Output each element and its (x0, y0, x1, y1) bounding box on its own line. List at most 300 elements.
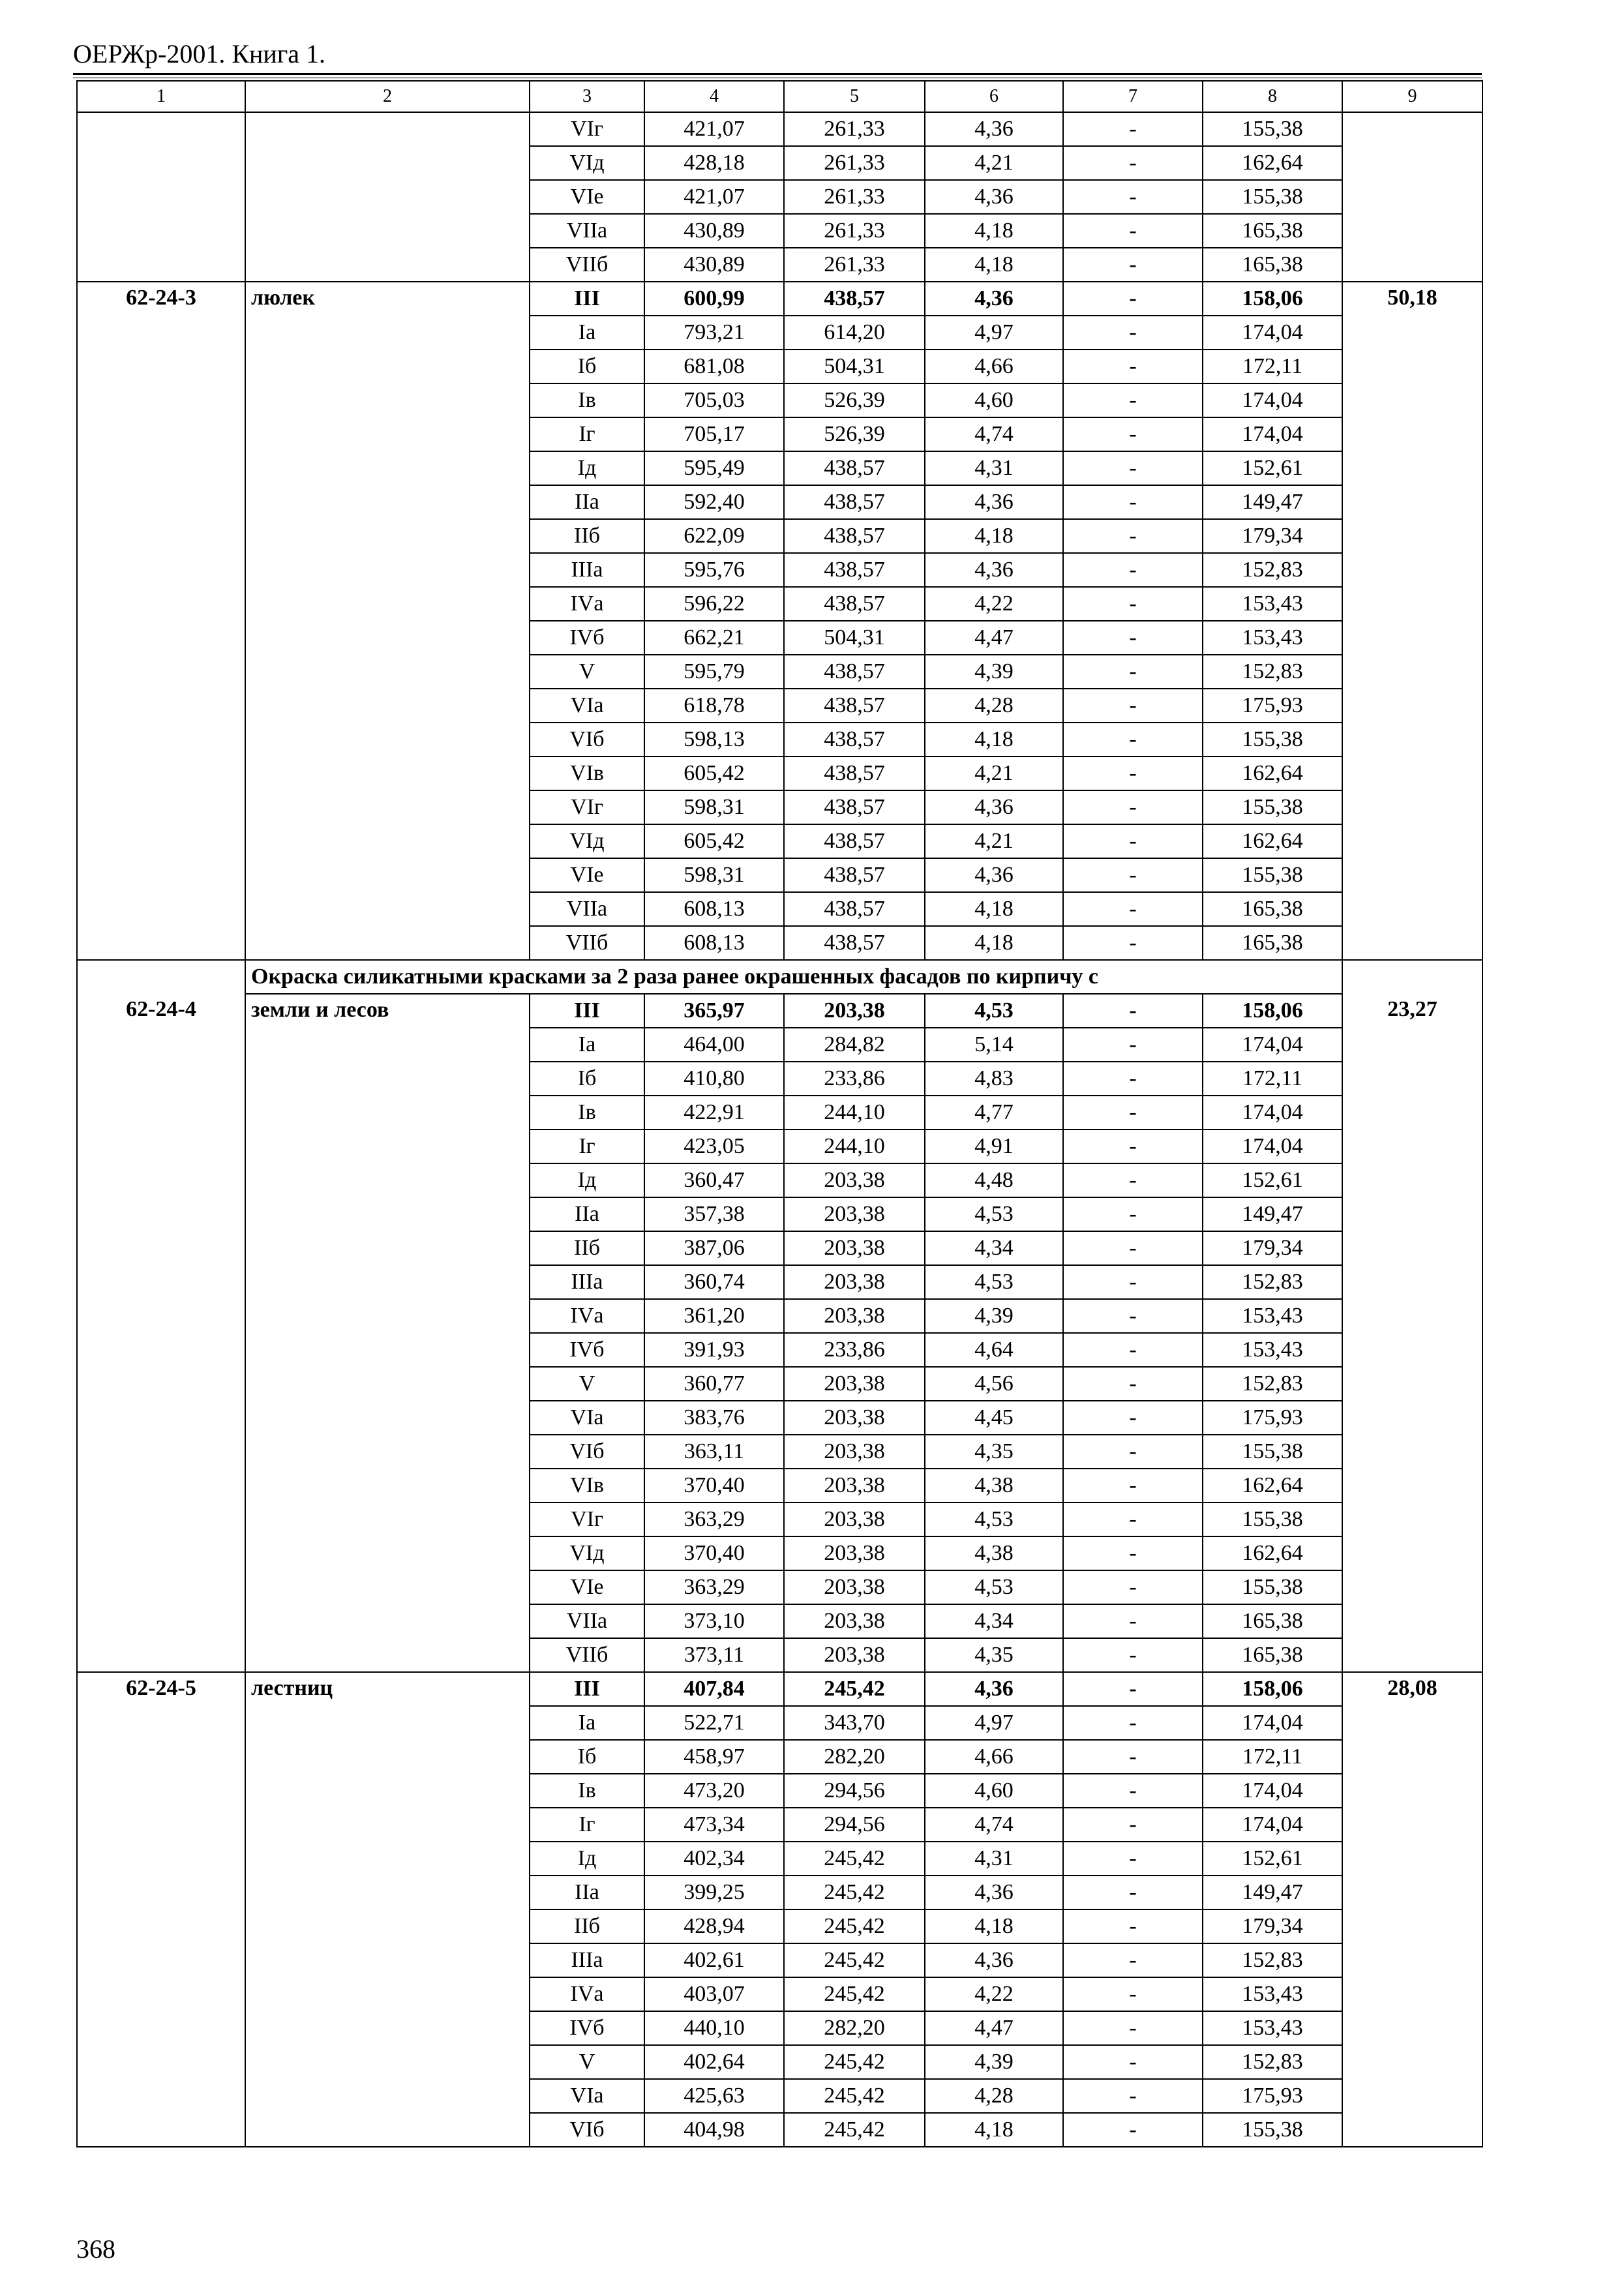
machine-cost: 4,66 (925, 1740, 1063, 1774)
driver-wage: - (1063, 1367, 1203, 1401)
total-cost: 705,17 (644, 417, 784, 451)
wage-cost: 203,38 (784, 1299, 925, 1333)
section-title: Окраска силикатными красками за 2 раза ранее окрашенных фасадов по кирпичу с (245, 960, 1342, 994)
machine-cost: 4,18 (925, 214, 1063, 248)
labor-cost: 28,08 (1342, 1672, 1482, 2147)
column-header: 7 (1063, 81, 1203, 112)
wage-cost: 438,57 (784, 451, 925, 485)
region-code: VIв (530, 1469, 644, 1503)
material-cost: 155,38 (1203, 858, 1342, 892)
total-cost: 595,76 (644, 553, 784, 587)
table-row (77, 282, 1482, 316)
wage-cost: 203,38 (784, 1638, 925, 1672)
driver-wage: - (1063, 248, 1203, 282)
total-cost: 793,21 (644, 316, 784, 350)
region-code: IIб (530, 1909, 644, 1943)
machine-cost: 4,36 (925, 858, 1063, 892)
machine-cost: 4,53 (925, 994, 1063, 1028)
total-cost: 363,29 (644, 1503, 784, 1536)
wage-cost: 438,57 (784, 723, 925, 756)
region-code: VIIб (530, 1638, 644, 1672)
section-title-row (77, 960, 1482, 994)
wage-cost: 245,42 (784, 1943, 925, 1977)
driver-wage: - (1063, 1469, 1203, 1503)
machine-cost: 4,18 (925, 892, 1063, 926)
driver-wage: - (1063, 926, 1203, 960)
total-cost: 402,64 (644, 2045, 784, 2079)
region-code: VIа (530, 2079, 644, 2113)
machine-cost: 4,28 (925, 2079, 1063, 2113)
driver-wage: - (1063, 1130, 1203, 1163)
column-header: 6 (925, 81, 1063, 112)
total-cost: 423,05 (644, 1130, 784, 1163)
total-cost: 421,07 (644, 112, 784, 146)
item-name: люлек (245, 282, 530, 960)
material-cost: 158,06 (1203, 994, 1342, 1028)
region-code: Iд (530, 1163, 644, 1197)
material-cost: 174,04 (1203, 1774, 1342, 1808)
region-code: IVа (530, 587, 644, 621)
material-cost: 174,04 (1203, 316, 1342, 350)
table-row (77, 112, 1482, 146)
machine-cost: 4,39 (925, 2045, 1063, 2079)
material-cost: 174,04 (1203, 1706, 1342, 1740)
driver-wage: - (1063, 892, 1203, 926)
material-cost: 152,83 (1203, 1943, 1342, 1977)
material-cost: 174,04 (1203, 1028, 1342, 1062)
column-header: 1 (77, 81, 245, 112)
wage-cost: 203,38 (784, 1401, 925, 1435)
total-cost: 430,89 (644, 214, 784, 248)
machine-cost: 4,47 (925, 621, 1063, 655)
region-code: Iг (530, 1808, 644, 1842)
wage-cost: 203,38 (784, 1469, 925, 1503)
region-code: IVб (530, 621, 644, 655)
region-code: IIб (530, 519, 644, 553)
driver-wage: - (1063, 1333, 1203, 1367)
region-code: VIе (530, 1570, 644, 1604)
driver-wage: - (1063, 112, 1203, 146)
driver-wage: - (1063, 1943, 1203, 1977)
total-cost: 522,71 (644, 1706, 784, 1740)
machine-cost: 4,35 (925, 1435, 1063, 1469)
material-cost: 165,38 (1203, 926, 1342, 960)
machine-cost: 4,53 (925, 1570, 1063, 1604)
machine-cost: 4,28 (925, 689, 1063, 723)
header-rule (73, 73, 1482, 75)
total-cost: 596,22 (644, 587, 784, 621)
material-cost: 152,61 (1203, 451, 1342, 485)
item-name (245, 112, 530, 282)
total-cost: 402,61 (644, 1943, 784, 1977)
region-code: Iв (530, 1096, 644, 1130)
machine-cost: 4,36 (925, 1876, 1063, 1909)
material-cost: 165,38 (1203, 1604, 1342, 1638)
machine-cost: 4,18 (925, 519, 1063, 553)
total-cost: 598,31 (644, 790, 784, 824)
table-body (77, 112, 1482, 2147)
wage-cost: 244,10 (784, 1096, 925, 1130)
driver-wage: - (1063, 1062, 1203, 1096)
machine-cost: 4,22 (925, 1977, 1063, 2011)
driver-wage: - (1063, 723, 1203, 756)
material-cost: 179,34 (1203, 1231, 1342, 1265)
wage-cost: 504,31 (784, 350, 925, 383)
machine-cost: 4,31 (925, 451, 1063, 485)
material-cost: 162,64 (1203, 824, 1342, 858)
wage-cost: 261,33 (784, 112, 925, 146)
total-cost: 622,09 (644, 519, 784, 553)
wage-cost: 261,33 (784, 248, 925, 282)
total-cost: 598,31 (644, 858, 784, 892)
wage-cost: 203,38 (784, 1265, 925, 1299)
driver-wage: - (1063, 1876, 1203, 1909)
region-code: Iб (530, 350, 644, 383)
wage-cost: 261,33 (784, 146, 925, 180)
region-code: VIе (530, 858, 644, 892)
wage-cost: 438,57 (784, 282, 925, 316)
material-cost: 155,38 (1203, 1435, 1342, 1469)
labor-cost (1342, 112, 1482, 282)
driver-wage: - (1063, 1909, 1203, 1943)
machine-cost: 4,35 (925, 1638, 1063, 1672)
total-cost: 605,42 (644, 756, 784, 790)
total-cost: 402,34 (644, 1842, 784, 1876)
total-cost: 360,77 (644, 1367, 784, 1401)
wage-cost: 245,42 (784, 1876, 925, 1909)
total-cost: 608,13 (644, 926, 784, 960)
region-code: VIа (530, 689, 644, 723)
driver-wage: - (1063, 1842, 1203, 1876)
table-row (77, 994, 1482, 1028)
total-cost: 473,34 (644, 1808, 784, 1842)
total-cost: 391,93 (644, 1333, 784, 1367)
material-cost: 155,38 (1203, 112, 1342, 146)
region-code: Iа (530, 1028, 644, 1062)
total-cost: 705,03 (644, 383, 784, 417)
driver-wage: - (1063, 1299, 1203, 1333)
driver-wage: - (1063, 519, 1203, 553)
region-code: VIIб (530, 248, 644, 282)
total-cost: 363,11 (644, 1435, 784, 1469)
wage-cost: 504,31 (784, 621, 925, 655)
wage-cost: 233,86 (784, 1333, 925, 1367)
wage-cost: 438,57 (784, 485, 925, 519)
total-cost: 363,29 (644, 1570, 784, 1604)
labor-cost: 23,27 (1342, 994, 1482, 1672)
material-cost: 162,64 (1203, 146, 1342, 180)
total-cost: 370,40 (644, 1469, 784, 1503)
total-cost: 605,42 (644, 824, 784, 858)
wage-cost: 203,38 (784, 994, 925, 1028)
driver-wage: - (1063, 1197, 1203, 1231)
total-cost: 430,89 (644, 248, 784, 282)
item-code: 62-24-5 (77, 1672, 245, 2147)
machine-cost: 4,53 (925, 1265, 1063, 1299)
driver-wage: - (1063, 1231, 1203, 1265)
material-cost: 172,11 (1203, 350, 1342, 383)
material-cost: 155,38 (1203, 723, 1342, 756)
driver-wage: - (1063, 1604, 1203, 1638)
region-code: IIа (530, 1197, 644, 1231)
driver-wage: - (1063, 994, 1203, 1028)
driver-wage: - (1063, 1774, 1203, 1808)
total-cost: 383,76 (644, 1401, 784, 1435)
machine-cost: 4,74 (925, 417, 1063, 451)
driver-wage: - (1063, 1435, 1203, 1469)
wage-cost: 203,38 (784, 1231, 925, 1265)
item-name: земли и лесов (245, 994, 530, 1672)
region-code: Iб (530, 1740, 644, 1774)
region-code: VIIб (530, 926, 644, 960)
material-cost: 152,61 (1203, 1163, 1342, 1197)
wage-cost: 284,82 (784, 1028, 925, 1062)
wage-cost: 438,57 (784, 790, 925, 824)
material-cost: 153,43 (1203, 587, 1342, 621)
wage-cost: 245,42 (784, 1672, 925, 1706)
item-code: 62-24-4 (77, 994, 245, 1672)
total-cost: 595,79 (644, 655, 784, 689)
machine-cost: 4,39 (925, 655, 1063, 689)
driver-wage: - (1063, 689, 1203, 723)
driver-wage: - (1063, 1977, 1203, 2011)
region-code: VIг (530, 112, 644, 146)
region-code: V (530, 655, 644, 689)
machine-cost: 4,21 (925, 146, 1063, 180)
total-cost: 422,91 (644, 1096, 784, 1130)
material-cost: 153,43 (1203, 1299, 1342, 1333)
item-code (77, 112, 245, 282)
driver-wage: - (1063, 1265, 1203, 1299)
region-code: VIIа (530, 1604, 644, 1638)
driver-wage: - (1063, 1570, 1203, 1604)
machine-cost: 4,97 (925, 1706, 1063, 1740)
total-cost: 425,63 (644, 2079, 784, 2113)
region-code: VIд (530, 1536, 644, 1570)
column-header: 4 (644, 81, 784, 112)
material-cost: 153,43 (1203, 621, 1342, 655)
machine-cost: 4,18 (925, 926, 1063, 960)
total-cost: 373,11 (644, 1638, 784, 1672)
column-header: 8 (1203, 81, 1342, 112)
wage-cost: 203,38 (784, 1570, 925, 1604)
driver-wage: - (1063, 485, 1203, 519)
wage-cost: 245,42 (784, 1842, 925, 1876)
material-cost: 152,83 (1203, 553, 1342, 587)
wage-cost: 245,42 (784, 1977, 925, 2011)
total-cost: 428,18 (644, 146, 784, 180)
total-cost: 473,20 (644, 1774, 784, 1808)
page-header-title: ОЕРЖр-2001. Книга 1. (73, 39, 325, 68)
section-code-cell (77, 960, 245, 994)
driver-wage: - (1063, 282, 1203, 316)
material-cost: 175,93 (1203, 689, 1342, 723)
machine-cost: 5,14 (925, 1028, 1063, 1062)
region-code: III (530, 994, 644, 1028)
machine-cost: 4,36 (925, 112, 1063, 146)
machine-cost: 4,36 (925, 790, 1063, 824)
column-header: 3 (530, 81, 644, 112)
machine-cost: 4,66 (925, 350, 1063, 383)
material-cost: 158,06 (1203, 1672, 1342, 1706)
machine-cost: 4,18 (925, 723, 1063, 756)
driver-wage: - (1063, 2011, 1203, 2045)
driver-wage: - (1063, 587, 1203, 621)
region-code: IVб (530, 1333, 644, 1367)
machine-cost: 4,45 (925, 1401, 1063, 1435)
machine-cost: 4,38 (925, 1469, 1063, 1503)
total-cost: 365,97 (644, 994, 784, 1028)
wage-cost: 233,86 (784, 1062, 925, 1096)
wage-cost: 203,38 (784, 1163, 925, 1197)
driver-wage: - (1063, 1503, 1203, 1536)
total-cost: 404,98 (644, 2113, 784, 2147)
material-cost: 174,04 (1203, 1130, 1342, 1163)
driver-wage: - (1063, 858, 1203, 892)
wage-cost: 244,10 (784, 1130, 925, 1163)
total-cost: 387,06 (644, 1231, 784, 1265)
total-cost: 361,20 (644, 1299, 784, 1333)
material-cost: 162,64 (1203, 756, 1342, 790)
region-code: VIб (530, 1435, 644, 1469)
region-code: VIе (530, 180, 644, 214)
page-number: 368 (76, 2234, 115, 2264)
total-cost: 440,10 (644, 2011, 784, 2045)
driver-wage: - (1063, 316, 1203, 350)
wage-cost: 526,39 (784, 417, 925, 451)
material-cost: 152,83 (1203, 655, 1342, 689)
driver-wage: - (1063, 383, 1203, 417)
total-cost: 464,00 (644, 1028, 784, 1062)
material-cost: 149,47 (1203, 1197, 1342, 1231)
wage-cost: 438,57 (784, 892, 925, 926)
machine-cost: 4,53 (925, 1197, 1063, 1231)
driver-wage: - (1063, 2113, 1203, 2147)
total-cost: 681,08 (644, 350, 784, 383)
region-code: VIд (530, 824, 644, 858)
machine-cost: 4,21 (925, 824, 1063, 858)
driver-wage: - (1063, 1706, 1203, 1740)
region-code: Iг (530, 1130, 644, 1163)
machine-cost: 4,60 (925, 1774, 1063, 1808)
machine-cost: 4,60 (925, 383, 1063, 417)
driver-wage: - (1063, 621, 1203, 655)
region-code: V (530, 1367, 644, 1401)
driver-wage: - (1063, 1401, 1203, 1435)
material-cost: 155,38 (1203, 2113, 1342, 2147)
material-cost: 172,11 (1203, 1062, 1342, 1096)
column-number-row (77, 81, 1482, 112)
wage-cost: 294,56 (784, 1808, 925, 1842)
region-code: VIб (530, 2113, 644, 2147)
material-cost: 149,47 (1203, 485, 1342, 519)
driver-wage: - (1063, 790, 1203, 824)
driver-wage: - (1063, 1672, 1203, 1706)
wage-cost: 438,57 (784, 756, 925, 790)
total-cost: 458,97 (644, 1740, 784, 1774)
total-cost: 373,10 (644, 1604, 784, 1638)
region-code: IVб (530, 2011, 644, 2045)
region-code: VIг (530, 790, 644, 824)
wage-cost: 526,39 (784, 383, 925, 417)
driver-wage: - (1063, 417, 1203, 451)
wage-cost: 203,38 (784, 1435, 925, 1469)
wage-cost: 282,20 (784, 2011, 925, 2045)
driver-wage: - (1063, 1096, 1203, 1130)
total-cost: 608,13 (644, 892, 784, 926)
machine-cost: 4,31 (925, 1842, 1063, 1876)
machine-cost: 4,18 (925, 1909, 1063, 1943)
region-code: VIIа (530, 214, 644, 248)
column-header: 2 (245, 81, 530, 112)
region-code: IIа (530, 485, 644, 519)
material-cost: 165,38 (1203, 248, 1342, 282)
table-header (77, 81, 1482, 112)
region-code: V (530, 2045, 644, 2079)
driver-wage: - (1063, 1028, 1203, 1062)
region-code: IIа (530, 1876, 644, 1909)
material-cost: 162,64 (1203, 1469, 1342, 1503)
total-cost: 618,78 (644, 689, 784, 723)
column-header: 5 (784, 81, 925, 112)
total-cost: 360,47 (644, 1163, 784, 1197)
driver-wage: - (1063, 451, 1203, 485)
wage-cost: 438,57 (784, 655, 925, 689)
driver-wage: - (1063, 553, 1203, 587)
material-cost: 175,93 (1203, 2079, 1342, 2113)
wage-cost: 203,38 (784, 1197, 925, 1231)
wage-cost: 438,57 (784, 519, 925, 553)
wage-cost: 203,38 (784, 1604, 925, 1638)
total-cost: 370,40 (644, 1536, 784, 1570)
driver-wage: - (1063, 180, 1203, 214)
region-code: Iд (530, 1842, 644, 1876)
wage-cost: 203,38 (784, 1536, 925, 1570)
wage-cost: 614,20 (784, 316, 925, 350)
driver-wage: - (1063, 2045, 1203, 2079)
machine-cost: 4,39 (925, 1299, 1063, 1333)
material-cost: 152,83 (1203, 2045, 1342, 2079)
machine-cost: 4,64 (925, 1333, 1063, 1367)
machine-cost: 4,22 (925, 587, 1063, 621)
item-name: лестниц (245, 1672, 530, 2147)
machine-cost: 4,36 (925, 282, 1063, 316)
driver-wage: - (1063, 1163, 1203, 1197)
region-code: IIб (530, 1231, 644, 1265)
machine-cost: 4,56 (925, 1367, 1063, 1401)
wage-cost: 282,20 (784, 1740, 925, 1774)
material-cost: 158,06 (1203, 282, 1342, 316)
material-cost: 179,34 (1203, 1909, 1342, 1943)
wage-cost: 438,57 (784, 824, 925, 858)
wage-cost: 343,70 (784, 1706, 925, 1740)
machine-cost: 4,34 (925, 1231, 1063, 1265)
material-cost: 155,38 (1203, 180, 1342, 214)
wage-cost: 438,57 (784, 926, 925, 960)
material-cost: 155,38 (1203, 790, 1342, 824)
material-cost: 174,04 (1203, 383, 1342, 417)
region-code: IVа (530, 1977, 644, 2011)
total-cost: 600,99 (644, 282, 784, 316)
material-cost: 149,47 (1203, 1876, 1342, 1909)
material-cost: 153,43 (1203, 1333, 1342, 1367)
region-code: Iв (530, 1774, 644, 1808)
driver-wage: - (1063, 214, 1203, 248)
material-cost: 165,38 (1203, 214, 1342, 248)
material-cost: 174,04 (1203, 417, 1342, 451)
region-code: IIIа (530, 553, 644, 587)
machine-cost: 4,53 (925, 1503, 1063, 1536)
